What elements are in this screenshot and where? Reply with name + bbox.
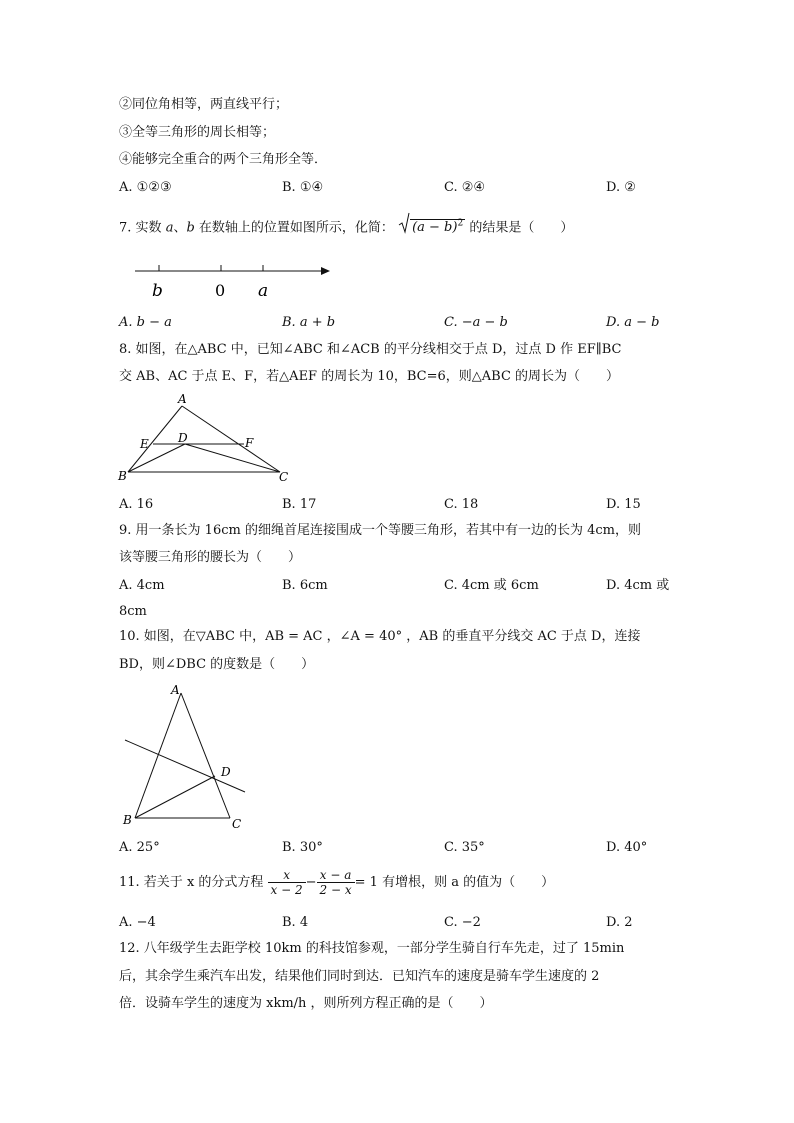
q8-option-a: A. 16 [119,497,154,512]
arrow-right-icon [321,267,330,275]
side-ab [128,406,182,472]
segment-cd [185,444,280,472]
q7-stem [119,215,573,237]
q11-fraction-2-numerator: x − a [317,868,355,883]
q6-option-c: C. ②④ [444,180,486,195]
q10-triangle-figure [115,680,255,832]
q11-option-c: C. −2 [444,915,481,930]
q7-sep: 、 [173,220,187,236]
q7-number-line-figure [125,258,345,302]
q7-sqrt-content: (a − b) [412,220,458,236]
q9-stem-line1: 9. 用一条长为 16cm 的细绳首尾连接围成一个等腰三角形，若其中有一边的长为 4cm，则 [119,523,641,538]
q7-var-a: a [165,220,174,236]
q11-stem-post: = 1 有增根，则 a 的值为（ ） [354,875,555,890]
statement-4: ④能够完全重合的两个三角形全等． [119,152,328,167]
q7-sqrt-radicand [410,219,465,235]
label-b: b [152,281,163,301]
side-ab [135,693,181,818]
q7-sqrt-expression [398,215,465,237]
q12-stem-line2: 后，其余学生乘汽车出发，结果他们同时到达．已知汽车的速度是骑车学生速度的 2 [119,969,600,984]
point-label-e: E [140,437,149,451]
q9-stem-line2: 该等腰三角形的腰长为（ ） [119,550,302,565]
q9-option-c: C. 4cm 或 6cm [444,578,539,593]
vertex-label-c: C [232,817,242,831]
q7-stem-post: 的结果是（ ） [469,220,574,236]
q8-triangle-figure [115,392,295,488]
q7-stem-mid: 在数轴上的位置如图所示，化简： [194,220,394,236]
q8-option-d: D. 15 [606,497,641,512]
q7-var-b: b [186,220,195,236]
q11-fraction-2-denominator: 2 − x [319,883,352,897]
q8-stem-line1: 8. 如图，在△ABC 中，已知∠ABC 和∠ACB 的平分线相交于点 D，过点 D 作 EF∥BC [119,342,622,357]
vertex-label-a: A [171,683,180,697]
q12-stem-line3: 倍．设骑车学生的速度为 xkm/h ，则所列方程正确的是（ ） [119,996,493,1011]
side-ac [181,693,230,818]
q11-option-b: B. 4 [282,915,309,930]
label-0: 0 [215,281,226,300]
point-label-d: D [178,431,188,445]
q11-option-a: A. −4 [119,915,156,930]
q7-stem-pre: 7. 实数 [119,220,162,236]
q8-option-c: C. 18 [444,497,479,512]
vertex-label-c: C [279,470,289,484]
q8-stem-line2: 交 AB、AC 于点 E、F，若△AEF 的周长为 10，BC=6，则△ABC 的周长为（ ） [119,369,620,384]
statement-3: ③全等三角形的周长相等； [119,125,276,140]
vertex-label-b: B [118,469,127,483]
q6-option-a: A. ①②③ [119,180,172,195]
q11-fraction-2 [317,868,355,897]
q11-stem-pre: 11. 若关于 x 的分式方程 [119,875,264,890]
q11-option-d: D. 2 [606,915,633,930]
q9-option-d-continued: 8cm [119,604,147,619]
vertex-label-b: B [123,813,132,827]
label-a: a [258,281,269,301]
q10-stem-line1: 10. 如图，在▽ABC 中，AB = AC ，∠A = 40° ，AB 的垂直平分线交 AC 于点 D，连接 [119,629,641,644]
q6-option-b: B. ①④ [282,180,324,195]
statement-2: ②同位角相等，两直线平行； [119,97,289,112]
q9-option-b: B. 6cm [282,578,328,593]
q7-option-d: D. a − b [606,315,660,330]
q9-option-a: A. 4cm [119,578,165,593]
q8-option-b: B. 17 [282,497,317,512]
q11-stem [119,866,554,900]
q6-option-d: D. ② [606,180,636,195]
q11-fraction-1 [268,868,306,897]
q7-option-b: B. a + b [282,315,336,330]
q7-sqrt-exponent: 2 [457,219,464,229]
segment-bd [128,444,185,472]
q7-option-c: C. −a − b [444,315,508,330]
segment-bd [135,776,215,818]
q7-option-a: A. b − a [119,315,172,330]
q10-option-d: D. 40° [606,840,648,855]
radical-sign-icon [398,212,410,234]
q10-option-c: C. 35° [444,840,485,855]
q10-stem-line2: BD，则∠DBC 的度数是（ ） [119,657,315,672]
side-ac [182,406,280,472]
q9-option-d: D. 4cm 或 [606,578,670,593]
vertex-label-a: A [178,392,187,406]
q10-option-b: B. 30° [282,840,323,855]
q11-minus: − [305,875,317,890]
q10-option-a: A. 25° [119,840,160,855]
q11-fraction-1-numerator: x [268,868,306,883]
q11-fraction-1-denominator: x − 2 [270,883,303,897]
q12-stem-line1: 12. 八年级学生去距学校 10km 的科技馆参观，一部分学生骑自行车先走，过了 15min [119,941,625,956]
point-label-d: D [221,765,231,779]
point-label-f: F [245,436,254,450]
